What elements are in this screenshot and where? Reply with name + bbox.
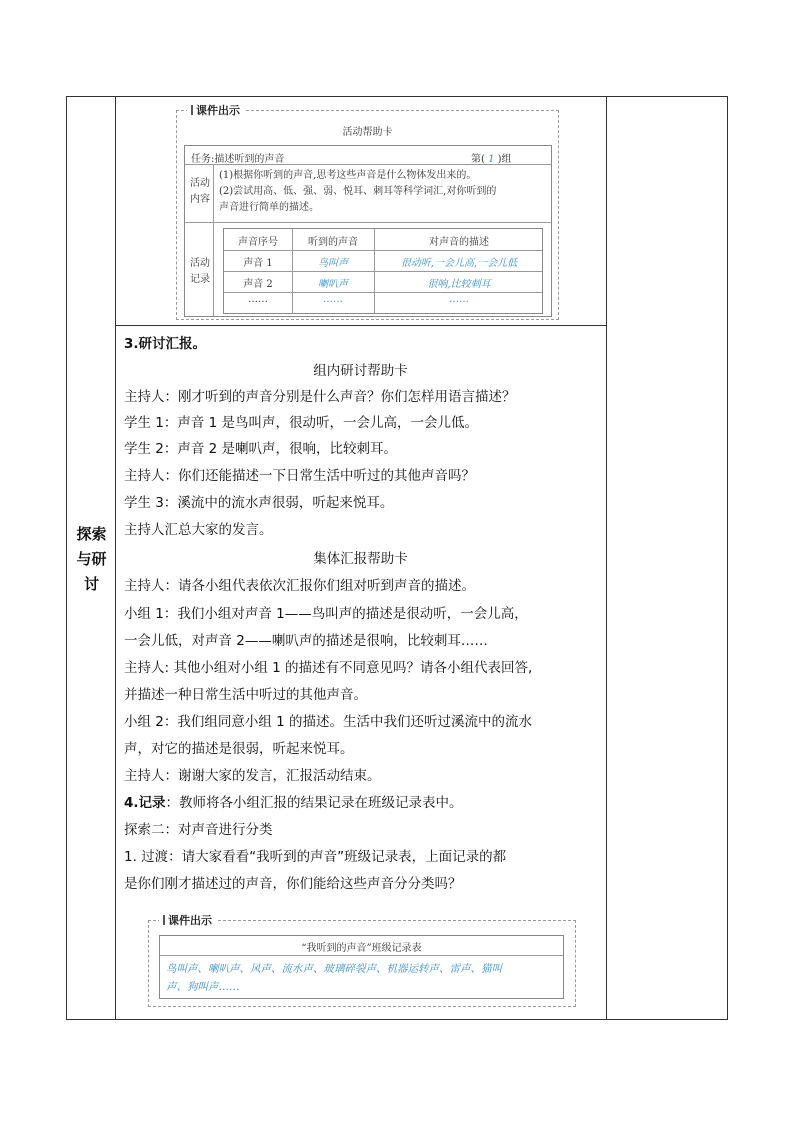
column-divider-right	[606, 97, 607, 1019]
header-sound-no: 声音序号	[238, 237, 278, 248]
dialog-line: 主持人：你们还能描述一下日常生活中听过的其他声音吗？	[124, 468, 475, 484]
section-heading: 3.研讨汇报。	[124, 336, 207, 352]
table-cell: ……	[248, 294, 268, 305]
header-sound-desc: 对声音的描述	[429, 237, 489, 248]
dialog-line: 主持人：谢谢大家的发言，汇报活动结束。	[124, 768, 381, 784]
table-cell: ……	[323, 294, 343, 305]
dialog-line: 学生 3：溪流中的流水声很弱，听起来悦耳。	[124, 495, 394, 511]
record-table	[223, 228, 543, 314]
card-badge: 课件出示	[187, 102, 244, 118]
courseware-card-class-record	[148, 914, 576, 1007]
transition-line: 是你们刚才描述过的声音，你们能给这些声音分分类吗？	[124, 876, 462, 892]
table-cell: 声音 2	[243, 279, 273, 290]
class-record-title: “我听到的声音”班级记录表	[301, 943, 422, 954]
record-instruction: 4.记录：教师将各小组汇报的结果记录在班级记录表中。	[124, 795, 463, 811]
dialog-line: 主持人汇总大家的发言。	[124, 522, 273, 538]
card-badge: 课件出示	[159, 912, 216, 928]
explore-two-heading: 探索二：对声音进行分类	[124, 822, 273, 838]
header-sound-heard: 听到的声音	[308, 237, 358, 248]
dialog-line: 小组 2：我们组同意小组 1 的描述。生活中我们还听过溪流中的流水	[124, 714, 533, 730]
task-label: 任务:描述听到的声音	[191, 154, 285, 165]
dialog-line: 声，对它的描述是很弱，听起来悦耳。	[124, 741, 354, 757]
content-label: 活动 内容	[190, 178, 210, 205]
dialog-line: 主持人：请各小组代表依次汇报你们组对听到声音的描述。	[124, 578, 475, 594]
table-cell: 鸟叫声	[318, 258, 348, 269]
card-title-group-discussion: 组内研讨帮助卡	[313, 363, 408, 379]
dialog-line: 学生 1：声音 1 是鸟叫声，很动听，一会儿高，一会儿低。	[124, 415, 479, 431]
dialog-line: 一会儿低，对声音 2——喇叭声的描述是很响，比较刺耳……	[124, 633, 488, 649]
table-cell: ……	[449, 294, 469, 305]
dialog-line: 小组 1：我们小组对声音 1——鸟叫声的描述是很动听，一会儿高，	[124, 606, 528, 622]
dialog-line: 学生 2：声音 2 是喇叭声，很响，比较刺耳。	[124, 441, 398, 457]
side-label: 探索 与研 讨	[76, 525, 107, 593]
record-label: 活动 记录	[190, 258, 210, 285]
dialog-line: 并描述一种日常生活中听过的其他声音。	[124, 687, 367, 703]
table-cell: 很响,比较刺耳	[427, 279, 491, 290]
courseware-card-activity	[176, 104, 559, 320]
class-record-sounds: 鸟叫声、喇叭声、风声、流水声、玻璃碎裂声、机器运转声、雷声、猫叫 声、狗叫声……	[166, 963, 502, 993]
dialog-line: 主持人：刚才听到的声音分别是什么声音？你们怎样用语言描述？	[124, 389, 516, 405]
table-cell: 很动听,一会儿高,一会儿低	[400, 258, 518, 269]
class-record-table	[159, 935, 564, 999]
dialog-line: 主持人: 其他小组对小组 1 的描述有不同意见吗？请各小组代表回答,	[124, 660, 533, 676]
content-text: (1)根据你听到的声音,思考这些声音是什么物体发出来的。 (2)尝试用高、低、强、弱、悦耳、刺耳等科学词汇,对你听到的 声音进行简单的描述。	[219, 170, 497, 213]
card-title-collective-report: 集体汇报帮助卡	[313, 551, 408, 567]
transition-line: 1. 过渡：请大家看看“我听到的声音”班级记录表，上面记录的都	[124, 849, 507, 865]
group-number: 第( 1 )组	[471, 154, 512, 165]
activity-card-form	[184, 145, 552, 317]
table-cell: 喇叭声	[318, 279, 348, 290]
table-cell: 声音 1	[243, 258, 273, 269]
card-title: 活动帮助卡	[342, 127, 393, 138]
row-divider	[115, 325, 606, 326]
